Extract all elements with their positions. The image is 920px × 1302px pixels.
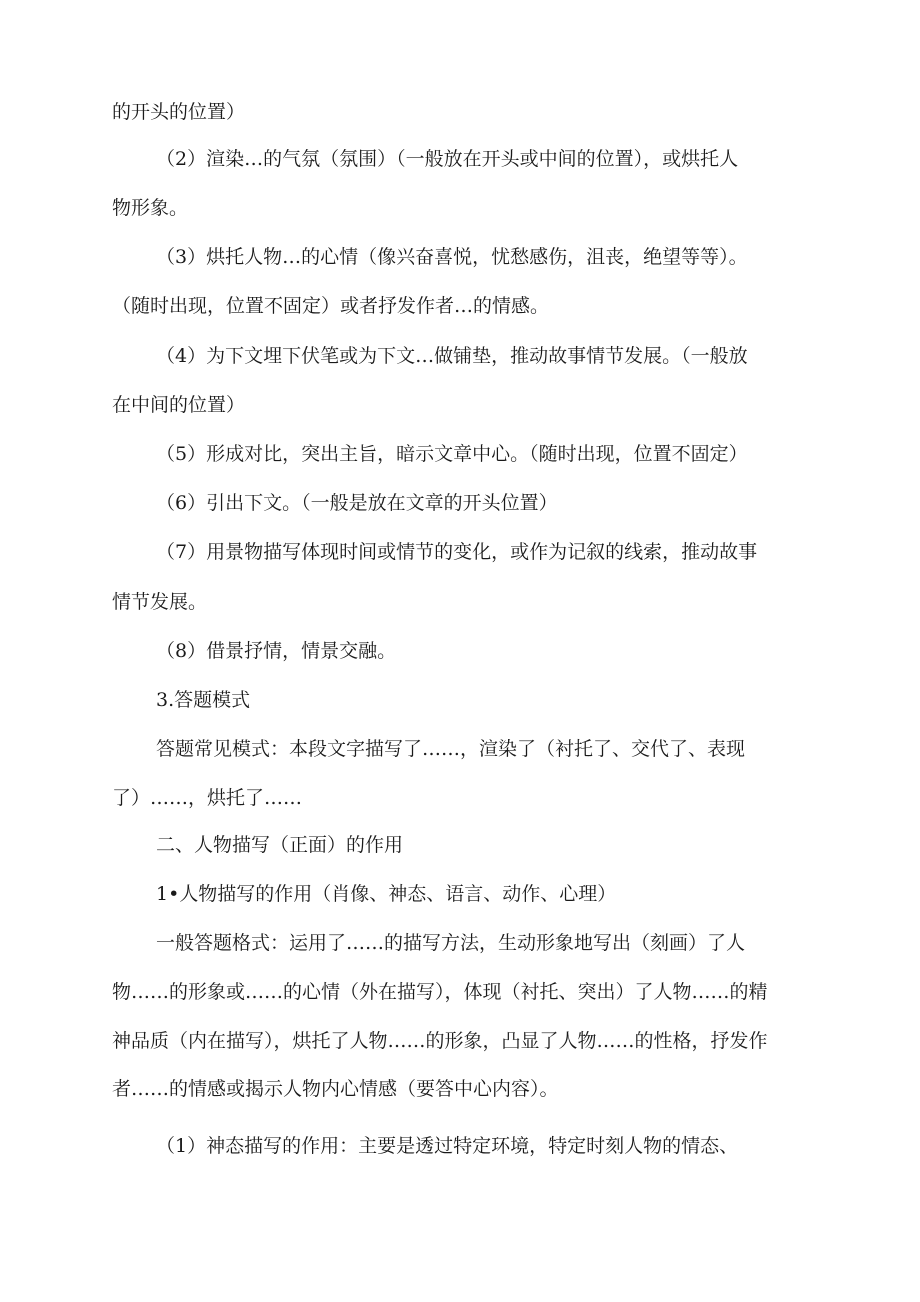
- text-line: （7）用景物描写体现时间或情节的变化，或作为记叙的线索，推动故事: [156, 541, 758, 563]
- text-line: （1）神态描写的作用：主要是透过特定环境，特定时刻人物的情态、: [156, 1135, 739, 1157]
- text-line: 物……的形象或……的心情（外在描写），体现（衬托、突出）了人物……的精: [112, 981, 768, 1003]
- text-line: 的开头的位置）: [112, 101, 246, 123]
- text-line: 答题常见模式：本段文字描写了……，渲染了（衬托了、交代了、表现: [156, 738, 746, 760]
- text-line: （6）引出下文。（一般是放在文章的开头位置）: [156, 492, 558, 514]
- text-line: （8）借景抒情，情景交融。: [156, 640, 397, 662]
- text-line: 情节发展。: [112, 591, 208, 613]
- text-line: 物形象。: [112, 197, 189, 219]
- text-line: （5）形成对比，突出主旨，暗示文章中心。（随时出现，位置不固定）: [156, 443, 748, 465]
- text-line: （随时出现，位置不固定）或者抒发作者…的情感。: [112, 295, 550, 317]
- text-line: 神品质（内在描写），烘托了人物……的形象，凸显了人物……的性格，抒发作: [112, 1030, 768, 1052]
- text-line: 者……的情感或揭示人物内心情感（要答中心内容）。: [112, 1078, 559, 1100]
- text-line: 一般答题格式：运用了……的描写方法，生动形象地写出（刻画）了人: [156, 932, 746, 954]
- text-line: （2）渲染…的气氛（氛围）（一般放在开头或中间的位置），或烘托人: [156, 148, 739, 170]
- section-heading: 二、人物描写（正面）的作用: [156, 834, 404, 856]
- text-line: （4）为下文埋下伏笔或为下文…做铺垫，推动故事情节发展。（一般放: [156, 345, 748, 367]
- text-line: 在中间的位置）: [112, 394, 246, 416]
- section-heading: 1•人物描写的作用（肖像、神态、语言、动作、心理）: [156, 883, 617, 905]
- text-line: （3）烘托人物…的心情（像兴奋喜悦，忧愁感伤，沮丧，绝望等等）。: [156, 246, 748, 268]
- section-heading: 3.答题模式: [156, 689, 251, 711]
- text-line: 了）……，烘托了……: [112, 787, 303, 809]
